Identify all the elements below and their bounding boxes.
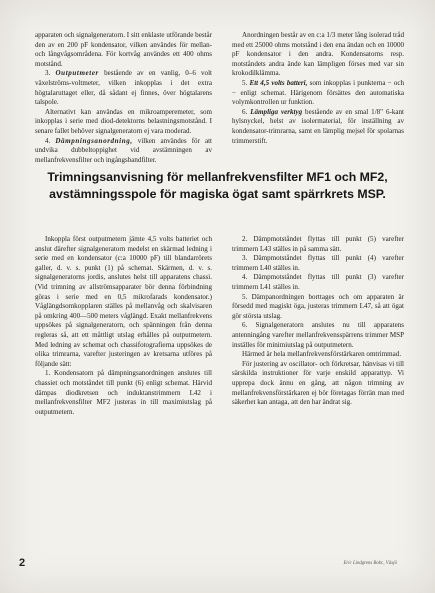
item-term: Lämpliga verktyg — [250, 107, 303, 116]
item-text: bestående av en vanlig, 0–6 volt växelströms-voltmeter, vilken inkopplas i det extra högtalaruttaget eller, då sådant ej finnes, över högtalarens talspole. — [35, 69, 212, 107]
item-term: Outputmeter — [55, 69, 99, 78]
paragraph: För justering av oscillator- och förkretsar, hänvisas vi till särskilda instruktioner för varje enskild apparattyp. Vi upprepa dock ännu en gång, att någon trimning av mellanfrekvensförstärkaren ej bör företagas förrän man med säkerhet kan antaga, att den har ändrat sig. — [232, 359, 404, 407]
item-number: 4. — [45, 136, 51, 145]
paragraph: 6. Signalgeneratorn anslutes nu till apparatens antenningång varefter mellanfrekvensspärrens trimmer MSP inställes för minimiutslag på outputmetern. — [232, 321, 404, 349]
text-column-top-right — [232, 31, 404, 146]
item-text: vilken användes för att undvika dubbeltoppighet vid avstämningen av mellanfrekvensfilter och ingångsbandfilter. — [35, 136, 213, 164]
page-number: 2 — [19, 557, 26, 569]
paragraph: 3. Dämpmotståndet flyttas till punkt (4) varefter trimmern L40 ställes in. — [232, 254, 404, 272]
text-column-top-left — [35, 31, 212, 165]
printer-credit: Eric Lindgrens Bokr., Växjö — [343, 561, 397, 566]
item-term: Ett 4,5 volts batteri, — [249, 78, 308, 87]
list-item-outputmeter — [35, 69, 212, 107]
item-text: som inkopplas i punkterna − och − enligt schemat. Härigenom försättes den automatiska volymkontrollen ur funktion. — [232, 78, 404, 107]
heading-line-1: Trimningsanvisning för mellanfrekvensfilter MF1 och MF2, — [47, 170, 388, 184]
item-number: 6. — [242, 107, 248, 116]
paragraph: 5. Dämpanordningen borttages och om apparaten är försedd med magiskt öga, justeras trimmern L47, så att ögat gör största utslag. — [232, 292, 404, 320]
paragraph: apparaten och signalgeneratorn. I sitt enklaste utförande består den av en 200 pF kondensator, vilken användes för mellan- och långvågsområdena. För kortvåg användes ett 400 ohms motstånd. — [35, 31, 212, 68]
heading-line-2: avstämningsspole för magiska ögat samt spärrkrets MSP. — [49, 187, 386, 201]
paragraph: 4. Dämpmotståndet flyttas till punkt (3) varefter trimmern L41 ställes in. — [232, 273, 404, 291]
item-text: bestående av en smal 1/8" 6-kant hylsnyckel, helst av isolermaterial, för inställning av kondensator-trimrarna, samt en lämplig mejsel för spolarnas trimmerstift. — [232, 107, 405, 145]
paragraph: 2. Dämpmotståndet flyttas till punkt (5) varefter trimmern L43 ställes in på samma sätt. — [232, 235, 404, 253]
paragraph: Anordningen består av en c:a 1/3 meter lång isolerad tråd med ett 25000 ohms motstånd i den ena ändan och en 10000 pF kondensator i den andra. Kondensatorns resp. motståndets andra ände kan lämpligen förses med var sin krokodilklämma. — [232, 31, 404, 78]
list-item-dampning — [35, 137, 212, 166]
item-term: Dämpningsanordning, — [55, 136, 133, 145]
list-item-verktyg — [232, 108, 404, 146]
item-number: 5. — [242, 78, 248, 87]
paragraph: Inkoppla först outputmetern jämte 4,5 volts batteriet och anslut därefter signalgeneratorn medelst en skärmad ledning i serie med en kondensator (c:a 10000 pF) till blandarrörets galler, d. v. s. punkt (1) på schemat. Skärmen, d. v. s. signalgeneratorns jordis, anslutes helst till apparatens chassi. (Vid trimning av allströmsapparater bör denna förbindning göras i serie med en 0,5 mikrofarads kondensator.) Våglängdsomkopplaren ställes på mellanvåg och skalvisaren på omkring 400—500 meters våglängd. Exakt mellanfrekvens uppsökes på signalgeneratorn, och spänningen från denna regleras så, att ett måttligt utslag erhålles på outputmetern. Med ledning av schemat och chassifotografierna uppsökes de olika trimrarna, varefter justeringen av kretsarna utföres på följande sätt: — [35, 235, 212, 368]
list-item-batteri — [232, 79, 404, 108]
item-number: 3. — [45, 69, 51, 78]
text-column-bottom-left — [35, 235, 212, 417]
paragraph: Alternativt kan användas en mikroamperemeter, som inkopplas i serie med diod-detektorns belastningsmotstånd. I senare fallet behöver signalgeneratorn ej vara moderad. — [35, 107, 212, 135]
text-column-bottom-right — [232, 235, 404, 408]
section-heading — [20, 169, 415, 203]
paragraph: Härmed är hela mellanfrekvensförstärkaren omtrimmad. — [242, 350, 402, 359]
paragraph: 1. Kondensatorn på dämpningsanordningen anslutes till chassiet och motståndet till punkt (6) enligt schemat. Härvid dämpas diodkretsen och induktanstrimmern L42 i mellanfrekvensfilter MF2 justeras in till maximiutslag på outputmetern. — [35, 369, 212, 416]
